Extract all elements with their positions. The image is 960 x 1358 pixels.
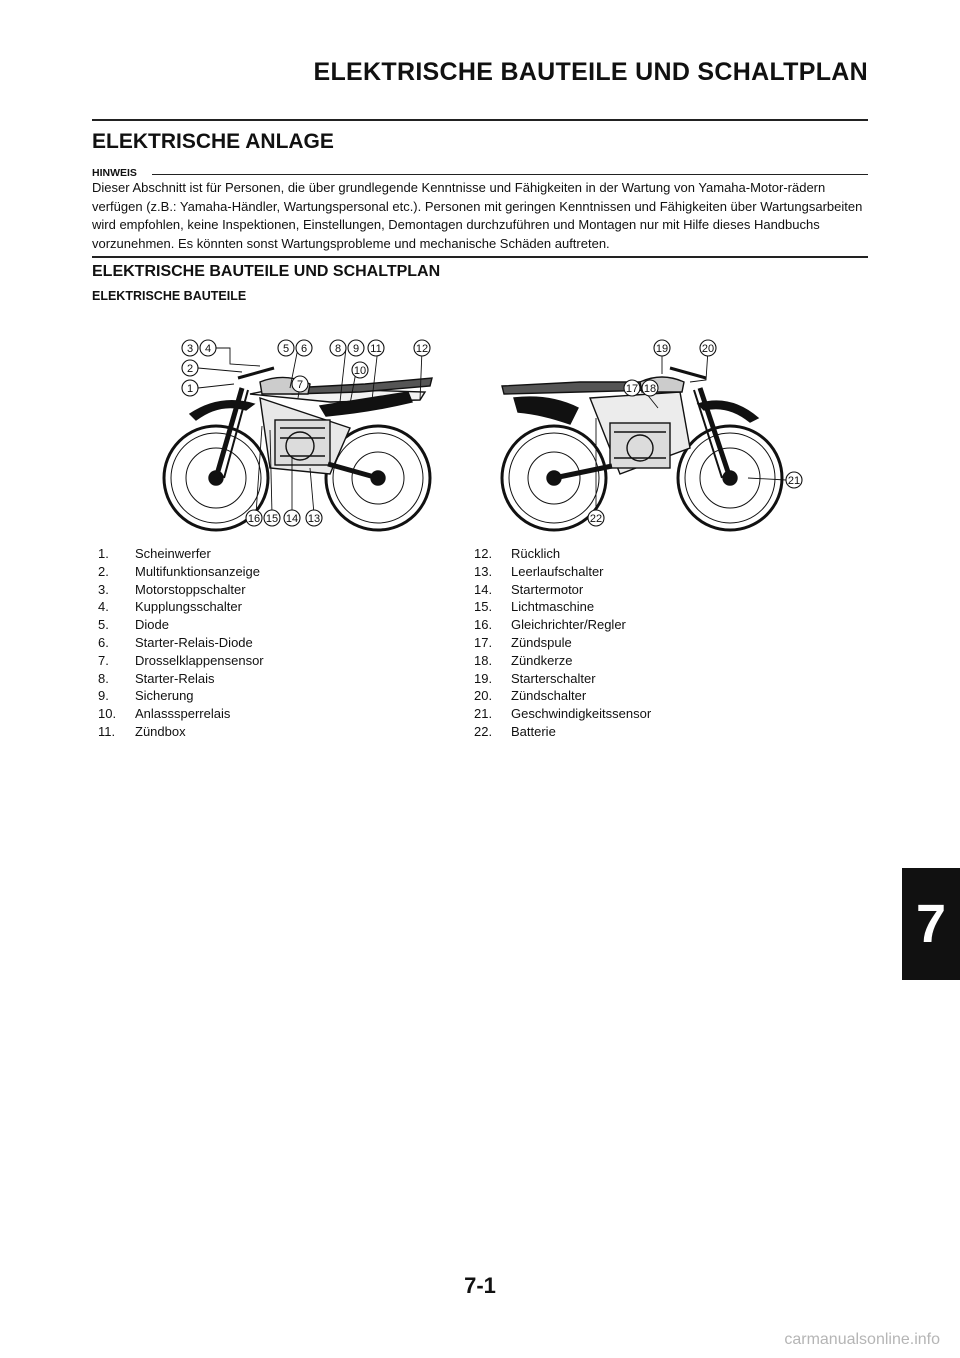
callout-11 [368, 340, 384, 356]
legend-item: 7. Drosselklappensensor [98, 652, 264, 668]
page-number: 7-1 [464, 1273, 496, 1298]
legend-item: 11. Zündbox [98, 723, 186, 739]
svg-text:16: 16 [247, 513, 261, 525]
legend-item: 20. Zündschalter [474, 688, 587, 704]
note-text: Dieser Abschnitt ist für Personen, die über grundlegende Kenntnisse und Fähigkeiten in der Wartung von Yamaha-Motor-rädern verfügen (z.B.: Yamaha-Händler, Wartungspersonal etc.). Personen mit geringen Kenntnissen und Fähigkeiten über Wartungsarbeiten wird empfohlen, keine Inspektionen, Einstellungen, Demontagen durchzuführen und Montagen nur mit Hilfe dieses Handbuchs vorzunehmen. Es könnten sonst Wartungsprobleme und mechanische Schäden auftreten. [92, 180, 863, 251]
legend-item: 5. Diode [98, 617, 169, 633]
legend-item: 1. Scheinwerfer [98, 546, 211, 561]
svg-text:19: 19 [655, 343, 669, 355]
legend-item: 6. Starter-Relais-Diode [98, 634, 253, 650]
note-rule [152, 174, 868, 175]
legend-right-column [474, 545, 651, 741]
note-label: HINWEIS [92, 167, 137, 179]
svg-text:5: 5 [282, 343, 290, 355]
callout-4 [200, 340, 216, 356]
callout-10 [352, 362, 368, 378]
legend-item: 16. Gleichrichter/Regler [474, 617, 626, 633]
legend-item: 2. Multifunktionsanzeige [98, 563, 261, 579]
legend-item: 14. Startermotor [474, 581, 584, 597]
callout-17 [624, 380, 640, 396]
callout-12 [414, 340, 430, 356]
svg-text:9: 9 [352, 343, 360, 355]
header-rule [92, 119, 868, 121]
legend-item: 21. Geschwindigkeitssensor [474, 706, 652, 722]
callout-8 [330, 340, 346, 356]
legend-item: 22. Batterie [474, 723, 556, 739]
motorcycle-right-view [502, 368, 782, 530]
callout-22 [588, 510, 604, 526]
svg-text:10: 10 [353, 365, 367, 377]
svg-text:2: 2 [186, 363, 194, 375]
legend-item: 10. Anlasssperrelais [98, 706, 231, 722]
callout-14 [284, 510, 300, 526]
legend-item: 19. Starterschalter [474, 670, 596, 686]
callout-6 [296, 340, 312, 356]
svg-text:4: 4 [204, 343, 212, 355]
svg-text:17: 17 [625, 383, 639, 395]
callout-15 [264, 510, 280, 526]
svg-text:22: 22 [589, 513, 603, 525]
callout-19 [654, 340, 670, 356]
legend-item: 18. Zündkerze [474, 652, 573, 668]
svg-text:15: 15 [265, 513, 279, 525]
svg-text:13: 13 [307, 513, 321, 525]
svg-text:6: 6 [300, 343, 308, 355]
callout-2 [182, 360, 198, 376]
callout-1 [182, 380, 198, 396]
subsubsection-title: ELEKTRISCHE BAUTEILE [92, 289, 247, 303]
svg-text:12: 12 [415, 343, 429, 355]
svg-text:1: 1 [186, 383, 194, 395]
legend-item: 3. Motorstoppschalter [98, 581, 246, 597]
legend-item: 12. Rücklich [474, 546, 561, 561]
svg-text:11: 11 [370, 343, 382, 355]
callout-5 [278, 340, 294, 356]
legend-item: 9. Sicherung [98, 688, 194, 704]
svg-text:14: 14 [285, 513, 299, 525]
svg-text:8: 8 [334, 343, 342, 355]
subsection-title: ELEKTRISCHE BAUTEILE UND SCHALTPLAN [92, 263, 441, 280]
svg-text:7: 7 [296, 379, 304, 391]
motorcycle-diagram [150, 328, 830, 536]
legend-left-column [98, 545, 264, 741]
callout-9 [348, 340, 364, 356]
callout-16 [246, 510, 262, 526]
callout-18 [642, 380, 658, 396]
svg-text:21: 21 [787, 475, 801, 487]
svg-text:20: 20 [701, 343, 715, 355]
legend-item: 4. Kupplungsschalter [98, 599, 242, 615]
legend-item: 15. Lichtmaschine [474, 599, 595, 615]
svg-text:3: 3 [186, 343, 194, 355]
watermark: carmanualsonline.info [784, 1331, 940, 1348]
chapter-tab: 7 [902, 868, 960, 980]
note-bottom-rule [92, 256, 868, 258]
legend-item: 8. Starter-Relais [98, 670, 215, 686]
legend-item: 13. Leerlaufschalter [474, 563, 604, 579]
callout-3 [182, 340, 198, 356]
callout-20 [700, 340, 716, 356]
callout-13 [306, 510, 322, 526]
legend-item: 17. Zündspule [474, 634, 572, 650]
callout-7 [292, 376, 308, 392]
section-title: ELEKTRISCHE ANLAGE [92, 130, 334, 153]
page-header-title: ELEKTRISCHE BAUTEILE UND SCHALTPLAN [313, 58, 868, 86]
callout-21 [786, 472, 802, 488]
svg-text:18: 18 [643, 383, 657, 395]
